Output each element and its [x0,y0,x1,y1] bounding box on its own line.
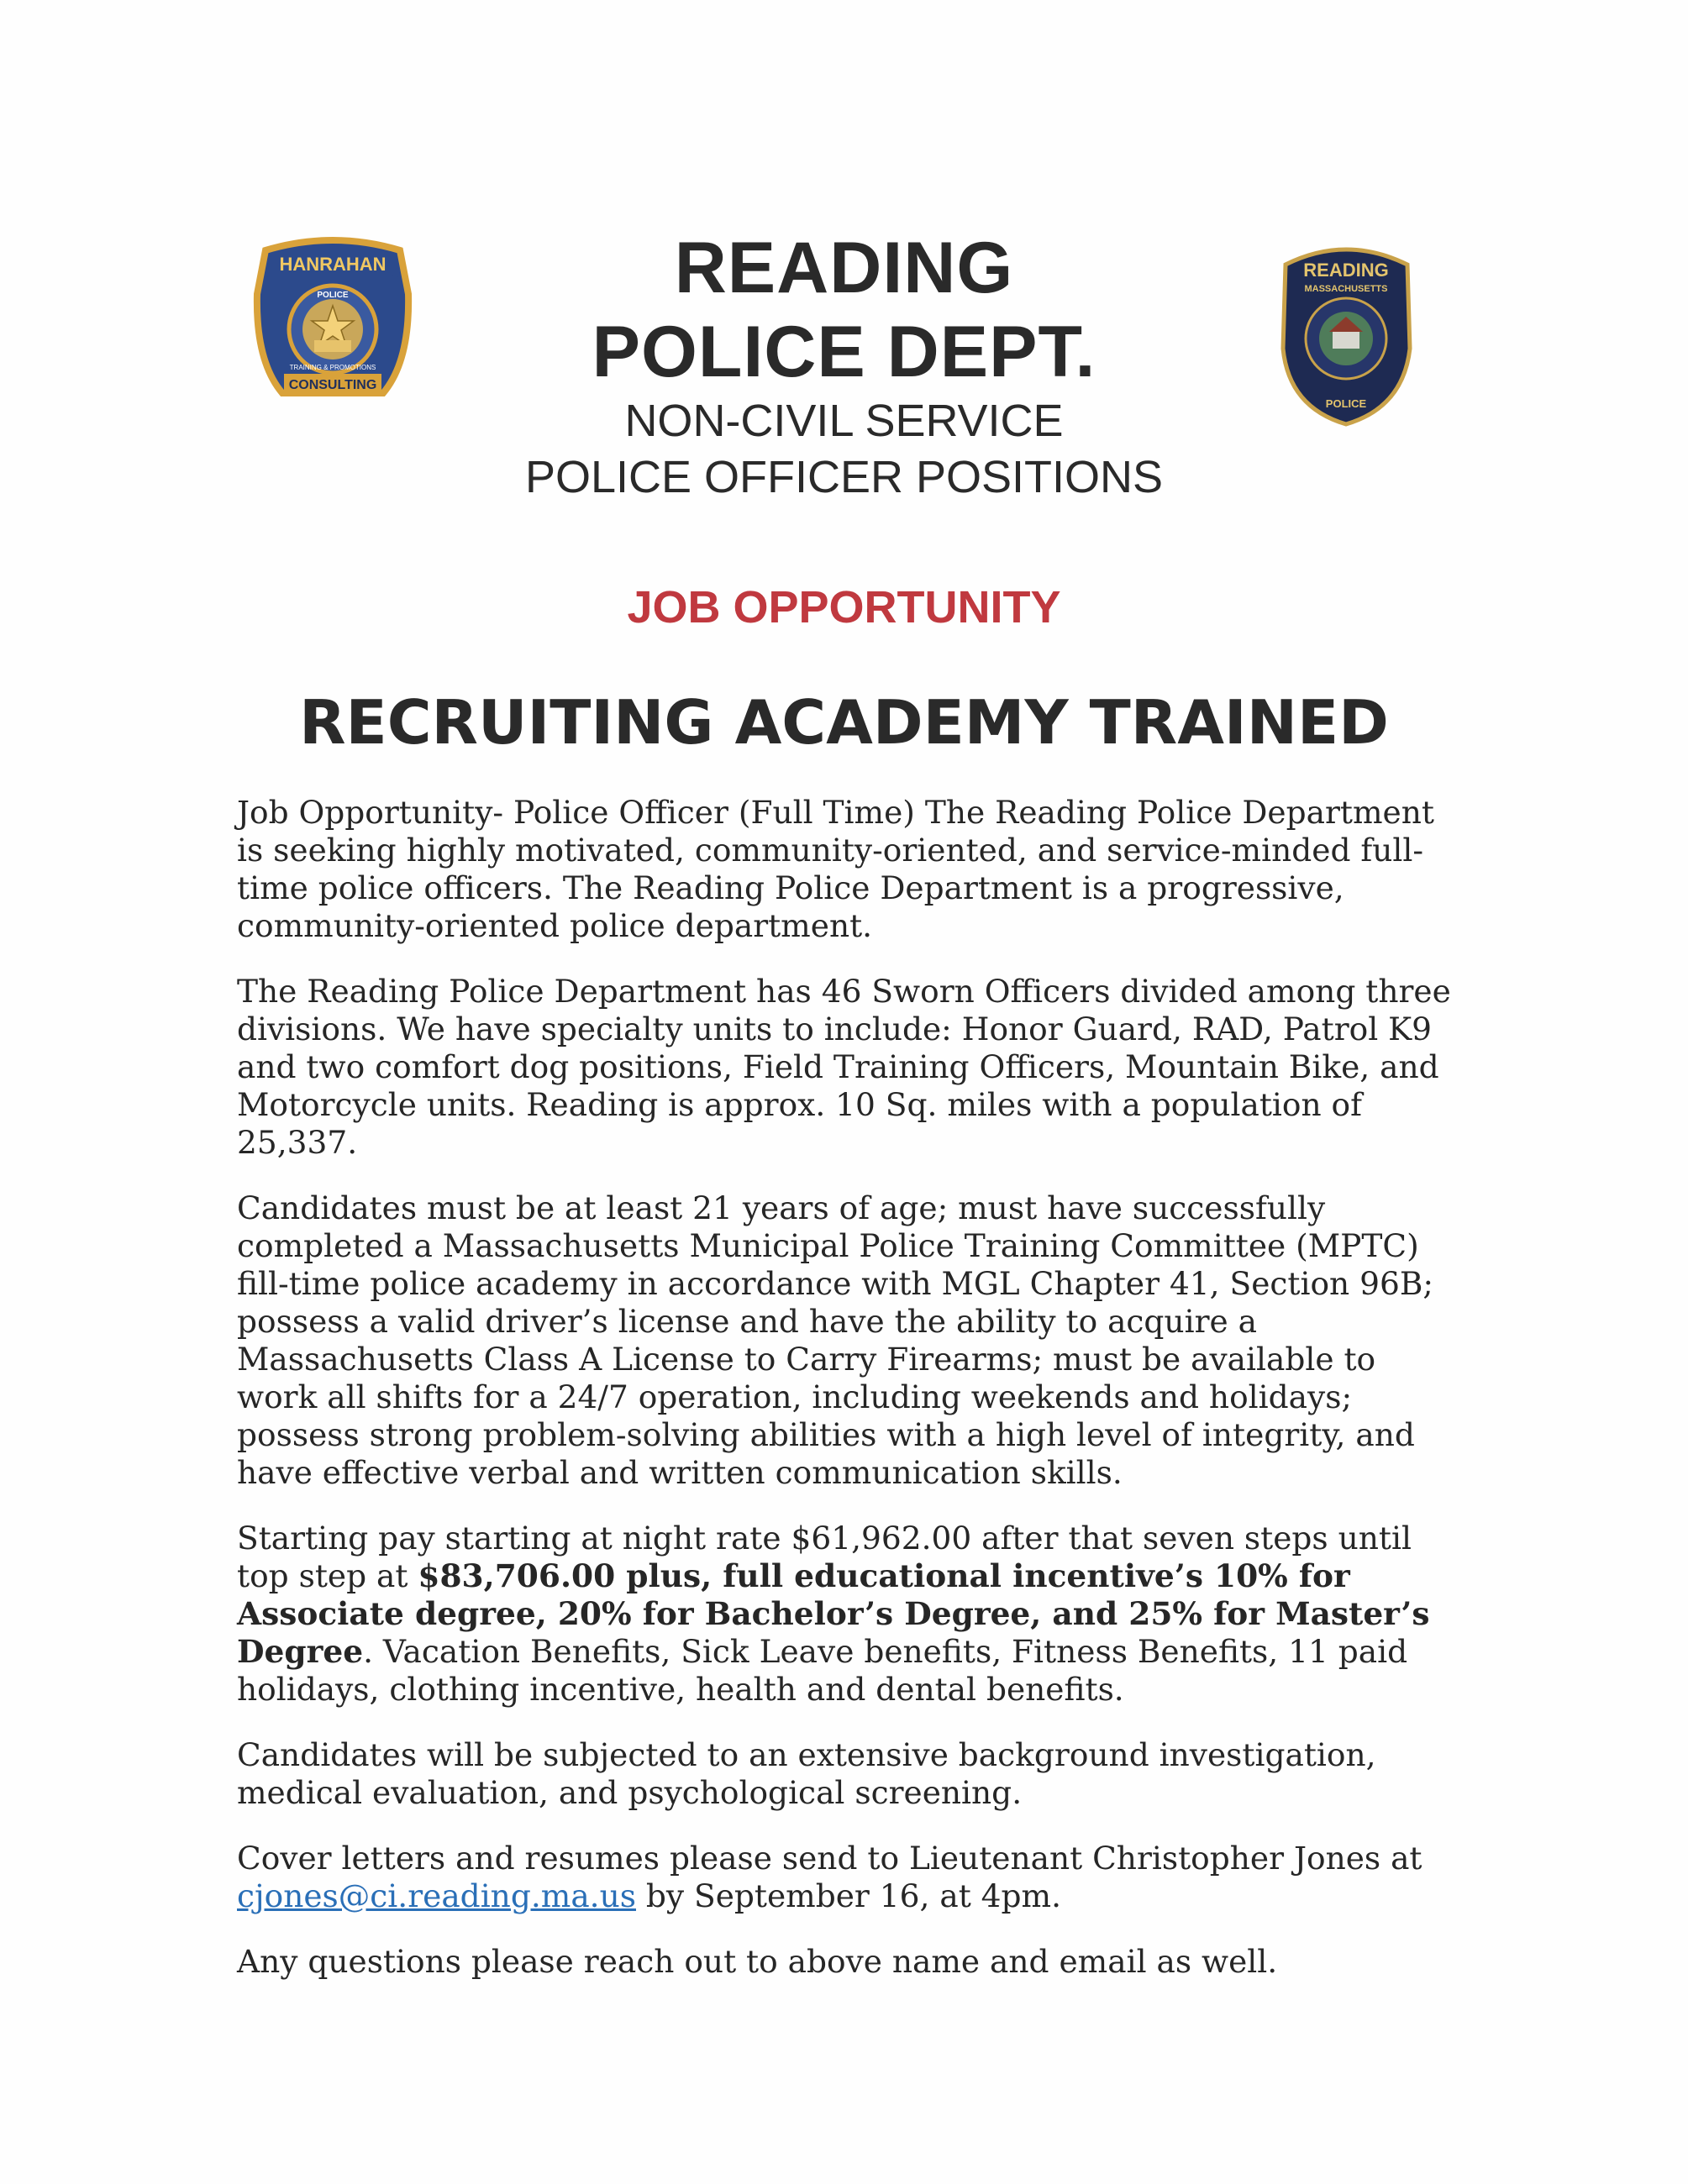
contact-paragraph [237,1840,1464,1915]
requirements-paragraph: Candidates must be at least 21 years of age; must have successfully completed a Massachusetts Municipal Police Training Committee (MPTC) fill-time police academy in accordance with MGL Chapter 41, Section 96B; possess a valid driver’s license and have the ability to acquire a Massachusetts Class A License to Carry Firearms; must be available to work all shifts for a 24/7 operation, including weekends and holidays; possess strong problem-solving abilities with a high level of integrity, and have effective verbal and written communication skills. [237,1189,1434,1491]
reading-police-patch-icon [1277,239,1416,428]
contact-email-link[interactable]: cjones@ci.reading.ma.us [237,1877,636,1914]
right-badge-bottom-text: POLICE [1325,397,1367,410]
screening-paragraph: Candidates will be subjected to an extensive background investigation, medical evaluation, and psychological screening. [237,1736,1376,1811]
left-badge-bottom-text: CONSULTING [288,378,377,392]
pay-text-start: Starting pay starting at night rate $61,962.00 after that seven steps until top step at [237,1520,1412,1594]
subtitle-line-1: NON-CIVIL SERVICE [624,396,1064,446]
contact-text-end: by September 16, at 4pm. [636,1877,1062,1914]
flyer-body [237,794,1464,2008]
page-title-line-1: READING [674,228,1014,308]
questions-paragraph: Any questions please reach out to above name and email as well. [237,1943,1278,1980]
page-title-line-2: POLICE DEPT. [592,312,1096,392]
job-opportunity-heading: JOB OPPORTUNITY [627,582,1061,633]
pay-paragraph [237,1520,1464,1709]
contact-text-start: Cover letters and resumes please send to Lieutenant Christopher Jones at [237,1840,1422,1877]
right-badge-sub-text: MASSACHUSETTS [1304,284,1388,294]
department-paragraph: The Reading Police Department has 46 Sworn Officers divided among three divisions. We have specialty units to include: Honor Guard, RAD, Patrol K9 and two comfort dog positions, Field Training Officers, Mountain Bike, and Motorcycle units. Reading is approx. 10 Sq. miles with a population of 25,337. [237,973,1451,1161]
subtitle-line-2: POLICE OFFICER POSITIONS [524,452,1164,502]
recruiting-headline: RECRUITING ACADEMY TRAINED [299,687,1389,758]
left-badge-top-text: HANRAHAN [279,254,387,275]
pay-text-bold: $83,706.00 plus, full educational incentive’s 10% for Associate degree, 20% for Bachelor’s Degree, and 25% for Master’s Degree [237,1557,1430,1670]
left-badge-ring-text: POLICE [317,291,349,300]
left-badge-lower-text: TRAINING & PROMOTIONS [289,364,376,371]
right-badge-top-text: READING [1303,260,1389,281]
intro-paragraph: Job Opportunity- Police Officer (Full Time) The Reading Police Department is seeking highly motivated, community-oriented, and service-minded full-time police officers. The Reading Police Department is a progressive, community-oriented police department. [237,794,1434,944]
pay-text-end: . Vacation Benefits, Sick Leave benefits, Fitness Benefits, 11 paid holidays, clothing incentive, health and dental benefits. [237,1633,1408,1708]
